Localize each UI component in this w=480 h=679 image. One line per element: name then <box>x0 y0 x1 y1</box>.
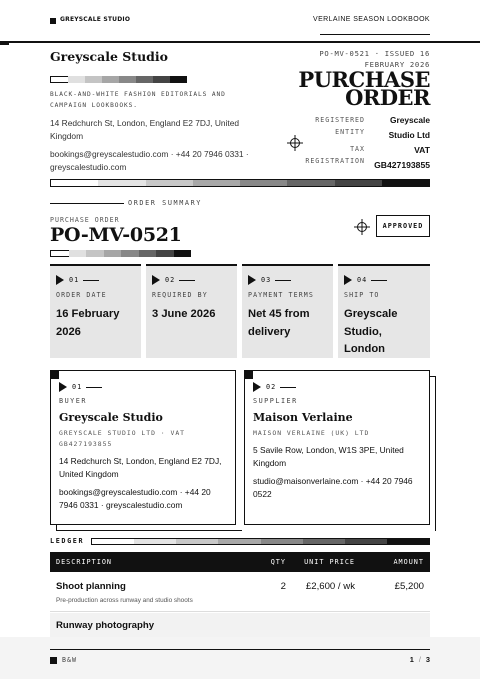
registered-entity-label <box>295 114 365 138</box>
label-line: REGISTERED <box>315 116 365 124</box>
title-line: PURCHASE <box>298 67 430 92</box>
status-badge: APPROVED <box>376 215 430 237</box>
party-role: BUYER <box>59 397 87 405</box>
section-label: ORDER SUMMARY <box>128 199 202 207</box>
row-subtext: Pre-production across runway and studio shoots <box>56 597 193 604</box>
grey-gradient-bar <box>50 179 430 187</box>
play-icon <box>248 275 256 285</box>
buyer-card <box>50 370 236 525</box>
card-label: ORDER DATE <box>56 291 107 299</box>
card-number: 04 <box>357 276 368 284</box>
issuer-address: 14 Redchurch St, London, England E2 7DJ, United Kingdom <box>50 118 240 141</box>
crosshair-icon <box>354 219 370 235</box>
value-line: GB427193855 <box>374 160 430 170</box>
party-address: 5 Savile Row, London, W1S 3PE, United Kingdom <box>253 445 404 468</box>
title-line: ORDER <box>345 85 430 110</box>
play-icon <box>152 275 160 285</box>
party-contact: studio@maisonverlaine.com · +44 20 7946 0522 <box>253 476 413 499</box>
ref-line: FEBRUARY 2026 <box>364 60 430 69</box>
value-line: VAT <box>414 145 430 155</box>
footer-label: B&W <box>62 656 77 664</box>
card-label: SHIP TO <box>344 291 380 299</box>
page-indicator: 1 / 3 <box>409 655 430 664</box>
summary-card-ship-to <box>338 264 430 358</box>
summary-card-payment-terms <box>242 264 333 358</box>
row-description: Shoot planning <box>56 581 126 592</box>
tax-registration-value <box>365 143 430 173</box>
grey-swatch <box>50 250 191 257</box>
table-row <box>50 613 430 637</box>
supplier-card <box>244 370 430 525</box>
issuer-name: Greyscale Studio <box>50 49 168 64</box>
header-qty: QTY <box>270 558 286 566</box>
party-number: 02 <box>266 383 277 391</box>
label-line: ENTITY <box>335 128 365 136</box>
label-line: TAX <box>350 145 365 153</box>
row-amount: £5,200 <box>394 581 424 592</box>
party-name: Maison Verlaine <box>253 411 353 424</box>
grey-swatch <box>50 76 187 83</box>
card-value: 16 February 2026 <box>56 308 120 338</box>
play-icon <box>59 382 67 392</box>
issuer-contact: bookings@greyscalestudio.com · +44 20 7946 0331 · greyscalestudio.com <box>50 149 249 172</box>
header-unit-price: UNIT PRICE <box>304 558 355 566</box>
party-number: 01 <box>72 383 83 391</box>
card-value: Greyscale Studio, London <box>344 308 398 355</box>
header-rule <box>0 41 480 43</box>
ledger-table-header <box>50 552 430 572</box>
play-icon <box>344 275 352 285</box>
corner-mark <box>245 371 253 379</box>
table-row <box>50 572 430 612</box>
page-current: 1 <box>409 655 414 664</box>
label-line: REGISTRATION <box>305 157 365 165</box>
top-title: VERLAINE SEASON LOOKBOOK <box>313 16 430 23</box>
divider <box>320 34 430 35</box>
card-number: 03 <box>261 276 272 284</box>
party-legal: GREYSCALE STUDIO LTD · VAT GB427193855 <box>59 429 186 448</box>
play-icon <box>56 275 64 285</box>
document-title <box>298 67 430 110</box>
card-value: 3 June 2026 <box>152 308 216 320</box>
header-description: DESCRIPTION <box>56 558 113 566</box>
header-amount: AMOUNT <box>393 558 424 566</box>
divider <box>50 203 124 204</box>
header-rule-stub <box>0 43 9 45</box>
tax-registration-label <box>295 143 365 167</box>
party-role: SUPPLIER <box>253 397 298 405</box>
summary-card-required-by <box>146 264 237 358</box>
card-value: Net 45 from delivery <box>248 308 310 338</box>
top-brand: GREYSCALE STUDIO <box>60 16 131 23</box>
page-total: 3 <box>425 655 430 664</box>
row-description: Runway photography <box>56 620 155 631</box>
registered-entity-value: Greyscale Studio Ltd <box>388 115 430 140</box>
party-name: Greyscale Studio <box>59 411 163 424</box>
po-kicker: PURCHASE ORDER <box>50 216 120 224</box>
row-qty: 2 <box>280 581 286 592</box>
card-number: 02 <box>165 276 176 284</box>
party-legal: MAISON VERLAINE (UK) LTD <box>253 429 370 437</box>
card-label: PAYMENT TERMS <box>248 291 314 299</box>
issuer-tagline: BLACK-AND-WHITE FASHION EDITORIALS AND CAMPAIGN LOOKBOOKS. <box>50 91 226 109</box>
ledger-label: LEDGER <box>50 537 85 545</box>
party-address: 14 Redchurch St, London, England E2 7DJ, United Kingdom <box>59 456 222 479</box>
card-label: REQUIRED BY <box>152 291 208 299</box>
grey-gradient-bar <box>91 538 430 545</box>
row-unit-price: £2,600 / wk <box>305 581 355 592</box>
brand-mark-icon <box>50 18 56 24</box>
corner-mark <box>51 371 59 379</box>
footer-rule <box>50 649 430 650</box>
summary-card-order-date <box>50 264 141 358</box>
footer-mark-icon <box>50 657 57 664</box>
party-contact: bookings@greyscalestudio.com · +44 20 7946 0331 · greyscalestudio.com <box>59 487 211 510</box>
po-number: PO-MV-0521 <box>50 224 182 246</box>
play-icon <box>253 382 261 392</box>
card-number: 01 <box>69 276 80 284</box>
ref-line: PO-MV-0521 · ISSUED 16 <box>319 49 430 58</box>
